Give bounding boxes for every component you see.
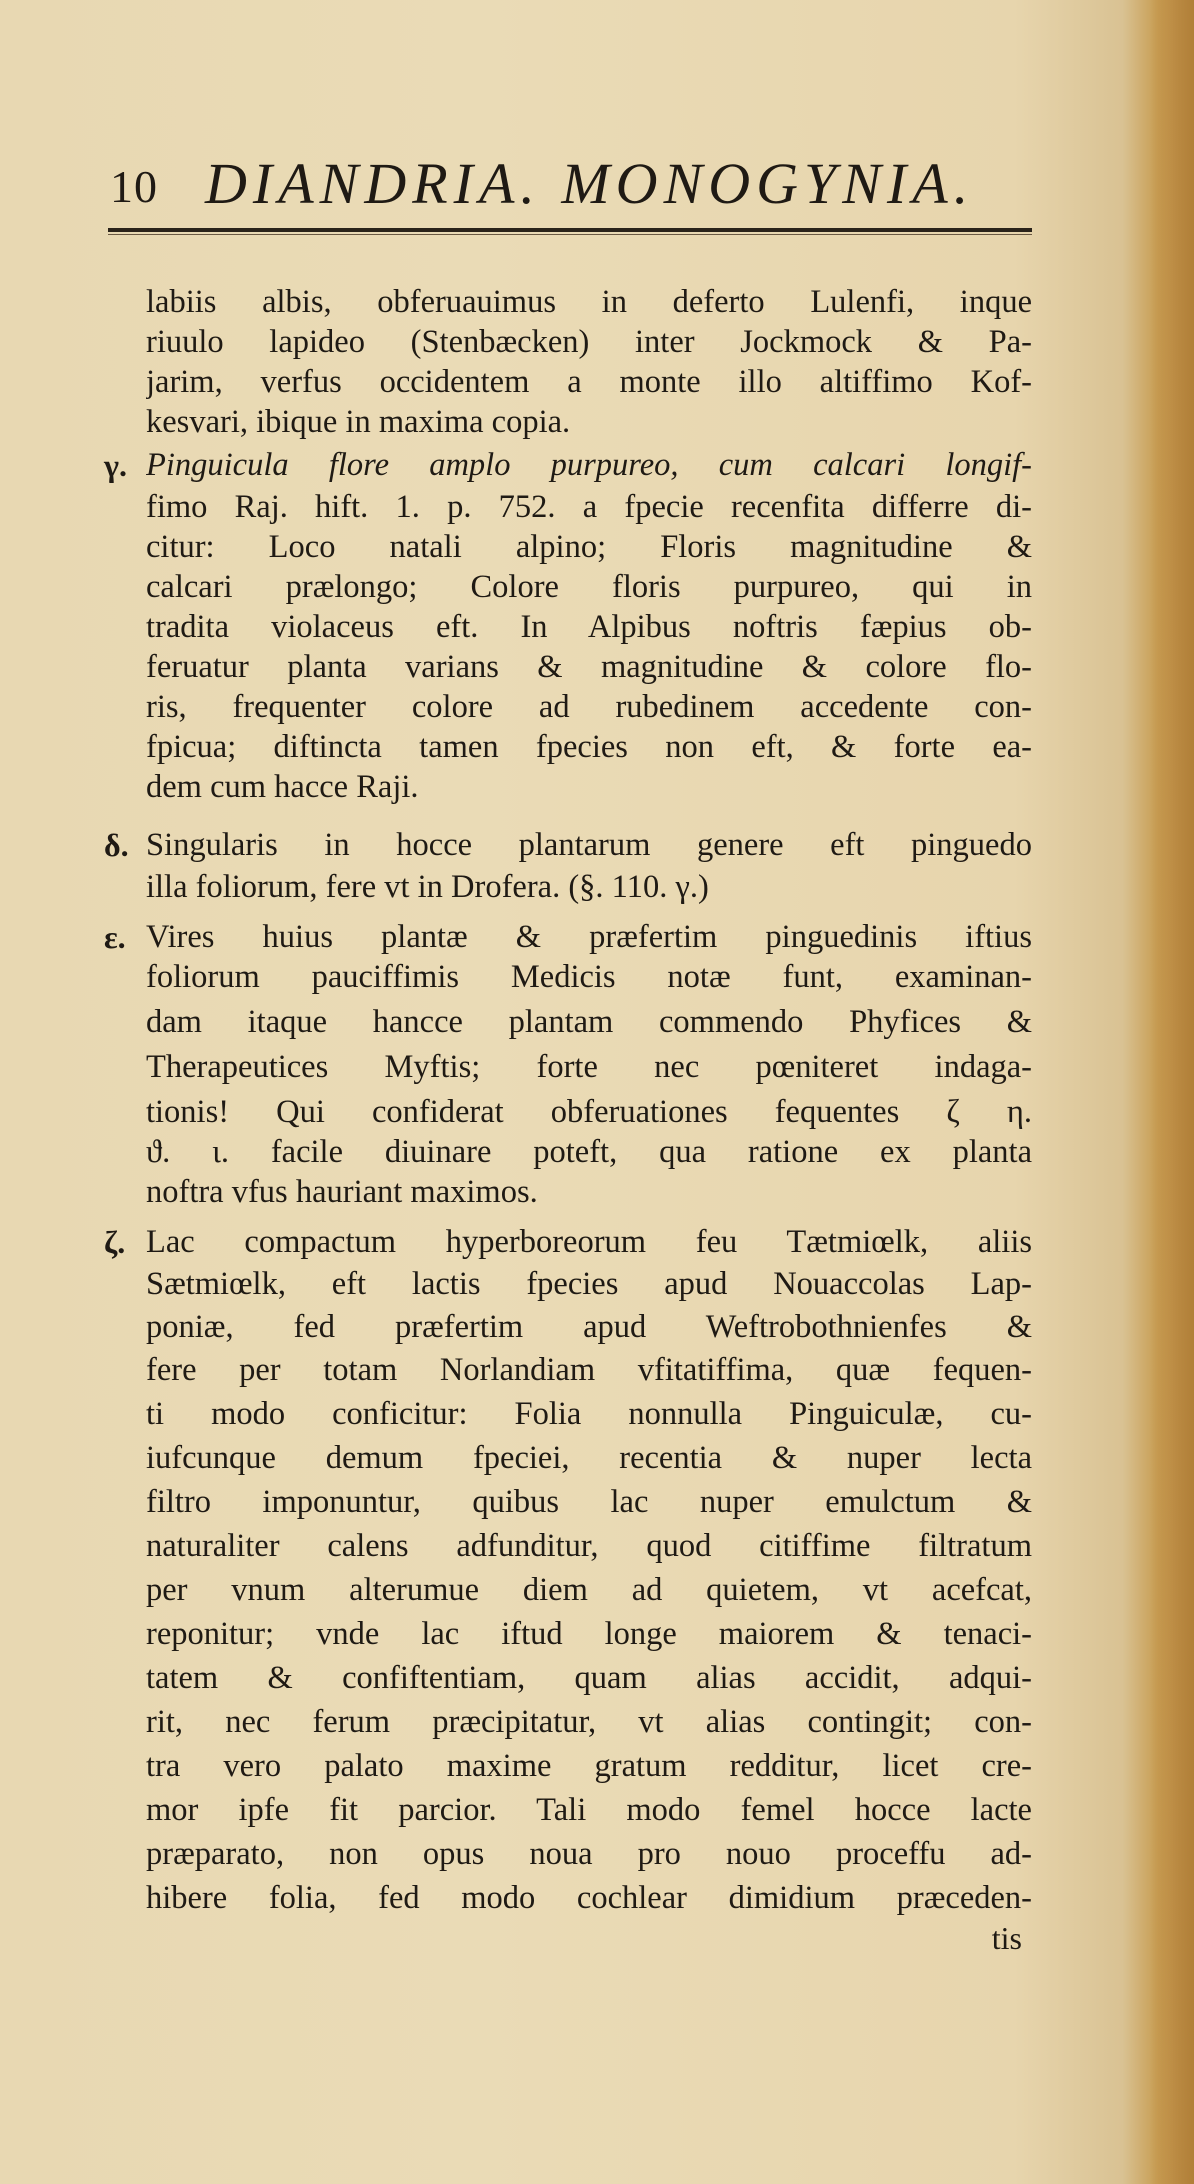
text-line: feruatur planta varians & magnitudine & colore flo- xyxy=(146,649,1032,685)
text-line: præparato, non opus noua pro nouo proceffu ad- xyxy=(146,1836,1032,1872)
text-line: dem cum hacce Raji. xyxy=(146,769,419,805)
text-line: riuulo lapideo (Stenbæcken) inter Jockmock & Pa- xyxy=(146,324,1032,360)
text-line: Vires huius plantæ & præfertim pinguedinis iftius xyxy=(146,919,1032,955)
text-line: per vnum alterumue diem ad quietem, vt acefcat, xyxy=(146,1572,1032,1608)
text-line: mor ipfe fit parcior. Tali modo femel hocce lacte xyxy=(146,1792,1032,1828)
paragraph-marker: ζ. xyxy=(104,1224,126,1260)
text-line: fere per totam Norlandiam vfitatiffima, quæ fequen- xyxy=(146,1352,1032,1388)
text-line: fimo Raj. hift. 1. p. 752. a fpecie recenfita differre di- xyxy=(146,489,1032,525)
text-line: foliorum pauciffimis Medicis notæ funt, examinan- xyxy=(146,959,1032,995)
paragraph-marker: γ. xyxy=(104,447,127,483)
text-line: Pinguicula flore amplo purpureo, cum calcari longif- xyxy=(146,447,1032,483)
text-line: filtro imponuntur, quibus lac nuper emulctum & xyxy=(146,1484,1032,1520)
text-line: poniæ, fed præfertim apud Weftrobothnienfes & xyxy=(146,1309,1032,1345)
text-line: dam itaque hancce plantam commendo Phyfices & xyxy=(146,1004,1032,1040)
text-line: naturaliter calens adfunditur, quod citiffime filtratum xyxy=(146,1528,1032,1564)
text-line: jarim, verfus occidentem a monte illo altiffimo Kof- xyxy=(146,364,1032,400)
text-line: ti modo conficitur: Folia nonnulla Pinguiculæ, cu- xyxy=(146,1396,1032,1432)
text-line: tatem & confiftentiam, quam alias accidit, adqui- xyxy=(146,1660,1032,1696)
text-line: calcari prælongo; Colore floris purpureo, qui in xyxy=(146,569,1032,605)
paragraph-marker: δ. xyxy=(104,827,129,863)
catchword: tis xyxy=(991,1920,1022,1956)
text-line: Lac compactum hyperboreorum feu Tætmiœlk, aliis xyxy=(146,1224,1032,1260)
text-line: Sætmiœlk, eft lactis fpecies apud Nouaccolas Lap- xyxy=(146,1266,1032,1302)
text-line: hibere folia, fed modo cochlear dimidium præceden- xyxy=(146,1880,1032,1916)
text-line: labiis albis, obferuauimus in deferto Lulenfi, inque xyxy=(146,284,1032,320)
text-line: citur: Loco natali alpino; Floris magnitudine & xyxy=(146,529,1032,565)
running-title: DIANDRIA. MONOGYNIA. xyxy=(205,151,975,216)
text-line: ris, frequenter colore ad rubedinem accedente con- xyxy=(146,689,1032,725)
text-line: noftra vfus hauriant maximos. xyxy=(146,1174,538,1210)
text-line: rit, nec ferum præcipitatur, vt alias contingit; con- xyxy=(146,1704,1032,1740)
text-line: fpicua; diftincta tamen fpecies non eft, & forte ea- xyxy=(146,729,1032,765)
paragraph-marker: ε. xyxy=(104,919,126,955)
text-line: illa foliorum, fere vt in Drofera. (§. 110. γ.) xyxy=(146,869,709,905)
text-line: ϑ. ι. facile diuinare poteft, qua ratione ex planta xyxy=(146,1134,1032,1170)
text-line: Therapeutices Myftis; forte nec pœniteret indaga- xyxy=(146,1049,1032,1085)
text-line: iufcunque demum fpeciei, recentia & nuper lecta xyxy=(146,1440,1032,1476)
text-line: tionis! Qui confiderat obferuationes fequentes ζ η. xyxy=(146,1094,1032,1130)
page-number: 10 xyxy=(110,161,158,212)
text-line: reponitur; vnde lac iftud longe maiorem & tenaci- xyxy=(146,1616,1032,1652)
text-line: tra vero palato maxime gratum redditur, licet cre- xyxy=(146,1748,1032,1784)
text-line: tradita violaceus eft. In Alpibus noftris fæpius ob- xyxy=(146,609,1032,645)
text-line: kesvari, ibique in maxima copia. xyxy=(146,404,571,440)
text-line: Singularis in hocce plantarum genere eft pinguedo xyxy=(146,827,1032,863)
